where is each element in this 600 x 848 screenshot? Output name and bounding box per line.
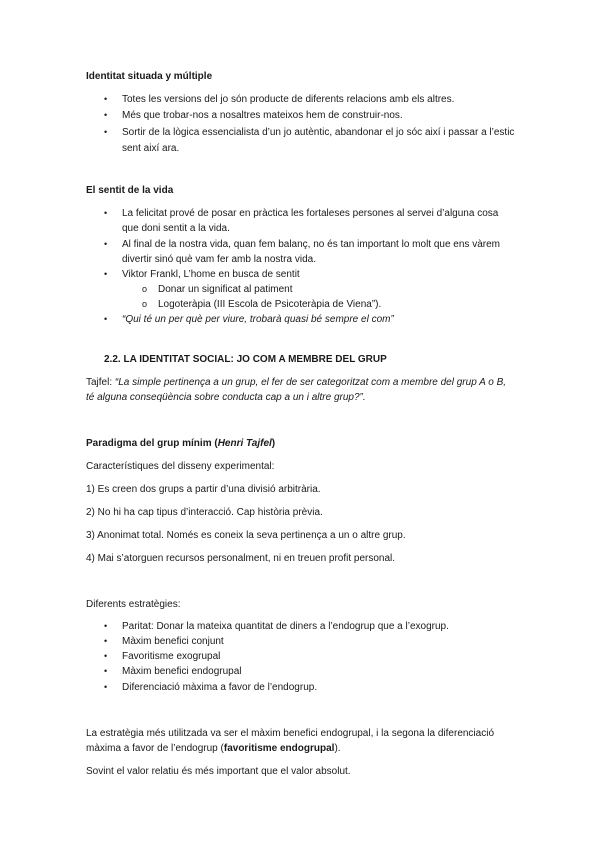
estrategia-bullet-3: Favoritisme exogrupal <box>122 651 221 662</box>
conclusio-line-1: La estratègia més utilitzada va ser el màxim benefici endogrupal, i la segona la diferenciació <box>86 728 495 739</box>
sentit-sub-bullet-2: Logoteràpia (III Escola de Psicoteràpia de Viena”). <box>158 299 382 310</box>
bullet-icon: • <box>104 269 108 279</box>
sentit-bullet-1-cont: que doni sentit a la vida. <box>122 223 230 234</box>
bullet-icon: • <box>104 666 108 676</box>
sentit-bullet-3: Viktor Frankl, L’home en busca de sentit <box>122 269 300 280</box>
section-heading-identitat-social: 2.2. LA IDENTITAT SOCIAL: JO COM A MEMBRE DEL GRUP <box>104 354 387 365</box>
conclusio-line-2: màxima a favor de l’endogrup (favoritisme endogrupal). <box>86 743 341 754</box>
section-heading-identitat: Identitat situada y múltiple <box>86 71 213 82</box>
tajfel-quote-part-1: “La simple pertinença a un grup, el fer de ser categoritzat com a membre del grup A o B, <box>114 377 507 388</box>
estrategia-bullet-4: Màxim benefici endogrupal <box>122 666 242 677</box>
sentit-bullet-1: La felicitat prové de posar en pràctica les fortaleses persones al servei d’alguna cosa <box>122 208 499 219</box>
identitat-bullet-2: Més que trobar-nos a nosaltres mateixos hem de construir-nos. <box>122 110 403 121</box>
bullet-icon: • <box>104 621 108 631</box>
estrategies-intro: Diferents estratègies: <box>86 599 181 610</box>
tajfel-quote-line-2: té alguna conseqüència sobre conducta cap a un i altre grup?”. <box>86 392 366 403</box>
bullet-icon: • <box>104 110 108 120</box>
sentit-bullet-2-cont: divertir sinó què vam fer amb la nostra vida. <box>122 254 316 265</box>
estrategia-bullet-1: Paritat: Donar la mateixa quantitat de diners a l’endogrup que a l’exogrup. <box>122 621 449 632</box>
bullet-icon: • <box>104 94 108 104</box>
identitat-bullet-3: Sortir de la lògica essencialista d’un jo autèntic, abandonar el jo sóc així i passar a l’estic <box>122 127 515 138</box>
bullet-icon: • <box>104 314 108 324</box>
bullet-icon: • <box>104 208 108 218</box>
favoritisme-endogrupal-term: favoritisme endogrupal <box>223 743 335 754</box>
estrategia-bullet-5: Diferenciació màxima a favor de l’endogrup. <box>122 682 318 693</box>
conclusio-line-3: Sovint el valor relatiu és més important que el valor absolut. <box>86 766 351 777</box>
paradigma-item-4: 4) Mai s’atorguen recursos personalment, ni en treuen profit personal. <box>86 553 396 564</box>
section-heading-paradigma: Paradigma del grup mínim (Henri Tajfel) <box>86 438 276 449</box>
estrategia-bullet-2: Màxim benefici conjunt <box>122 636 224 647</box>
sub-bullet-icon: o <box>142 299 148 309</box>
paradigma-intro: Característiques del disseny experimental: <box>86 461 275 472</box>
tajfel-label: Tajfel: <box>86 377 115 388</box>
bullet-icon: • <box>104 239 108 249</box>
bullet-icon: • <box>104 682 108 692</box>
identitat-bullet-3-cont: sent així ara. <box>122 143 180 154</box>
section-heading-sentit: El sentit de la vida <box>86 185 174 196</box>
paradigma-author: Henri Tajfel <box>217 438 272 449</box>
paradigma-item-2: 2) No hi ha cap tipus d’interacció. Cap història prèvia. <box>86 507 323 518</box>
paradigma-item-3: 3) Anonimat total. Només es coneix la seva pertinença a un o altre grup. <box>86 530 406 541</box>
bullet-icon: • <box>104 636 108 646</box>
sub-bullet-icon: o <box>142 284 148 294</box>
identitat-bullet-1: Totes les versions del jo són producte de diferents relacions amb els altres. <box>122 94 455 105</box>
sentit-bullet-2: Al final de la nostra vida, quan fem balanç, no és tan important lo molt que ens vàrem <box>122 239 500 250</box>
tajfel-quote-line-1 <box>86 376 506 389</box>
bullet-icon: • <box>104 127 108 137</box>
sentit-bullet-4-quote: “Qui té un per què per viure, trobarà quasi bé sempre el com” <box>122 314 394 325</box>
sentit-sub-bullet-1: Donar un significat al patiment <box>158 284 293 295</box>
bullet-icon: • <box>104 651 108 661</box>
paradigma-item-1: 1) Es creen dos grups a partir d’una divisió arbitrària. <box>86 484 321 495</box>
